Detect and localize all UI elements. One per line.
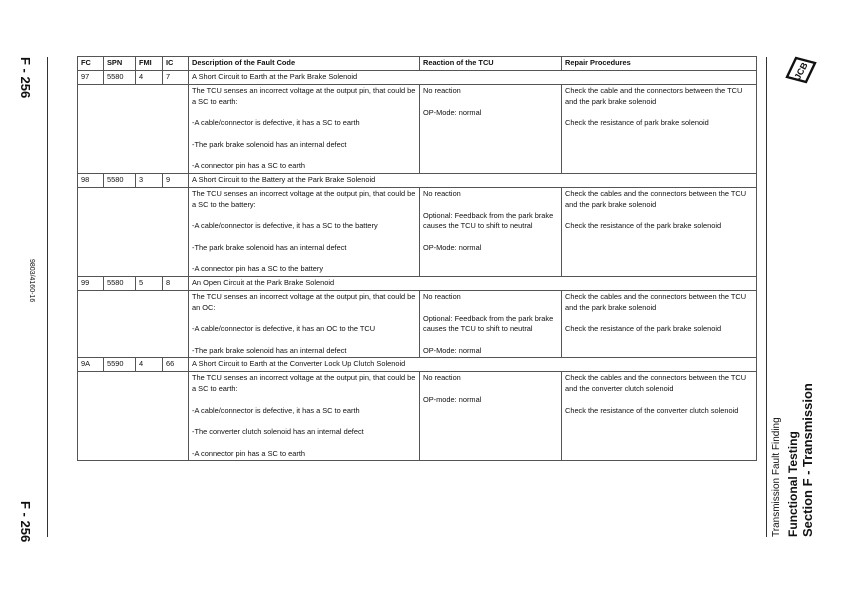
- jcb-logo-text: JCB: [792, 60, 810, 82]
- repair-line: Check the cables and the connectors between the TCU and the park brake solenoid: [565, 188, 747, 209]
- description-line: -A connector pin has a SC to the battery: [192, 264, 324, 274]
- description-line: -The park brake solenoid has an internal defect: [192, 345, 347, 355]
- description-line: -The park brake solenoid has an internal defect: [192, 139, 347, 149]
- fault-detail-row: [78, 85, 757, 174]
- header-fc: FC: [78, 57, 104, 71]
- repair-cell: [562, 85, 757, 174]
- description-cell: [189, 187, 420, 276]
- ic-cell: 9: [163, 173, 189, 187]
- repair-cell: [562, 290, 757, 357]
- ic-cell: 8: [163, 276, 189, 290]
- reaction-line: Optional: Feedback from the park brake causes the TCU to shift to neutral: [423, 210, 554, 231]
- description-cell: [189, 85, 420, 174]
- table-header-row: [78, 57, 757, 71]
- fault-title: A Short Circuit to Earth at the Converter Lock Up Clutch Solenoid: [189, 358, 757, 372]
- repair-line: Check the resistance of the converter clutch solenoid: [565, 405, 739, 415]
- reaction-line: No reaction: [423, 86, 461, 95]
- section-subtitle: Functional Testing: [786, 431, 800, 537]
- header-fmi: FMI: [136, 57, 163, 71]
- spn-cell: 5580: [104, 276, 136, 290]
- fc-cell: 9A: [78, 358, 104, 372]
- spn-cell: 5590: [104, 358, 136, 372]
- header-description: Description of the Fault Code: [189, 57, 420, 71]
- fault-title: A Short Circuit to the Battery at the Park Brake Solenoid: [189, 173, 757, 187]
- description-line: The TCU senses an incorrect voltage at the output pin, that could be a SC to earth:: [192, 373, 416, 393]
- jcb-logo: [784, 55, 818, 85]
- section-topic: Transmission Fault Finding: [771, 417, 782, 537]
- fault-code-row: [78, 173, 757, 187]
- ic-cell: 7: [163, 71, 189, 85]
- fault-detail-row: [78, 187, 757, 276]
- description-line: -A cable/connector is defective, it has an OC to the TCU: [192, 324, 376, 334]
- fault-code-table: [77, 56, 757, 461]
- page-number-bottom: F - 256: [18, 501, 33, 543]
- fault-code-row: [78, 358, 757, 372]
- empty-cell: [78, 187, 189, 276]
- description-line: -A cable/connector is defective, it has a SC to the battery: [192, 221, 378, 231]
- description-line: -A cable/connector is defective, it has a SC to earth: [192, 118, 360, 128]
- page-number-top: F - 256: [18, 57, 33, 99]
- repair-line: Check the resistance of the park brake solenoid: [565, 324, 722, 334]
- reaction-cell: [420, 290, 562, 357]
- empty-cell: [78, 372, 189, 461]
- description-line: -A connector pin has a SC to earth: [192, 161, 305, 171]
- repair-line: Check the resistance of park brake solenoid: [565, 118, 709, 128]
- fault-title: An Open Circuit at the Park Brake Solenoid: [189, 276, 757, 290]
- spn-cell: 5580: [104, 71, 136, 85]
- header-spn: SPN: [104, 57, 136, 71]
- fc-cell: 97: [78, 71, 104, 85]
- fmi-cell: 3: [136, 173, 163, 187]
- reaction-line: OP-Mode: normal: [423, 107, 482, 117]
- section-title: Section F - Transmission: [800, 383, 815, 537]
- fault-code-row: [78, 71, 757, 85]
- reaction-cell: [420, 187, 562, 276]
- description-line: -A cable/connector is defective, it has a SC to earth: [192, 405, 360, 415]
- reaction-line: No reaction: [423, 291, 461, 301]
- fault-title: A Short Circuit to Earth at the Park Brake Solenoid: [189, 71, 757, 85]
- fault-code-row: [78, 276, 757, 290]
- description-line: The TCU senses an incorrect voltage at the output pin, that could be a SC to earth:: [192, 86, 416, 106]
- empty-cell: [78, 85, 189, 174]
- description-line: The TCU senses an incorrect voltage at the output pin, that could be an OC:: [192, 291, 416, 312]
- ic-cell: 66: [163, 358, 189, 372]
- description-line: -The park brake solenoid has an internal defect: [192, 242, 347, 252]
- repair-cell: [562, 372, 757, 461]
- repair-line: Check the resistance of the park brake solenoid: [565, 221, 722, 231]
- reaction-cell: [420, 372, 562, 461]
- fmi-cell: 4: [136, 71, 163, 85]
- repair-cell: [562, 187, 757, 276]
- fault-detail-row: [78, 372, 757, 461]
- repair-line: Check the cables and the connectors between the TCU and the park brake solenoid: [565, 291, 747, 312]
- fmi-cell: 5: [136, 276, 163, 290]
- reaction-line: OP-mode: normal: [423, 394, 482, 404]
- description-line: -A connector pin has a SC to earth: [192, 448, 305, 458]
- description-line: -The converter clutch solenoid has an internal defect: [192, 427, 364, 437]
- reaction-line: OP-Mode: normal: [423, 242, 482, 252]
- description-cell: [189, 372, 420, 461]
- left-margin-rule: [47, 57, 48, 537]
- header-repair: Repair Procedures: [562, 57, 757, 71]
- reaction-line: OP-Mode: normal: [423, 345, 482, 355]
- right-margin-rule: [766, 57, 767, 537]
- reaction-cell: [420, 85, 562, 174]
- description-cell: [189, 290, 420, 357]
- document-reference: 9803/4160-16: [28, 259, 35, 303]
- reaction-line: No reaction: [423, 373, 461, 383]
- empty-cell: [78, 290, 189, 357]
- repair-line: Check the cable and the connectors between the TCU and the park brake solenoid: [565, 86, 743, 106]
- repair-line: Check the cables and the connectors between the TCU and the converter clutch solenoid: [565, 373, 747, 393]
- reaction-line: Optional: Feedback from the park brake causes the TCU to shift to neutral: [423, 313, 554, 334]
- spn-cell: 5580: [104, 173, 136, 187]
- description-line: The TCU senses an incorrect voltage at the output pin, that could be a SC to the battery:: [192, 188, 416, 209]
- header-reaction: Reaction of the TCU: [420, 57, 562, 71]
- header-ic: IC: [163, 57, 189, 71]
- reaction-line: No reaction: [423, 188, 461, 198]
- fault-detail-row: [78, 290, 757, 357]
- fmi-cell: 4: [136, 358, 163, 372]
- fc-cell: 98: [78, 173, 104, 187]
- fc-cell: 99: [78, 276, 104, 290]
